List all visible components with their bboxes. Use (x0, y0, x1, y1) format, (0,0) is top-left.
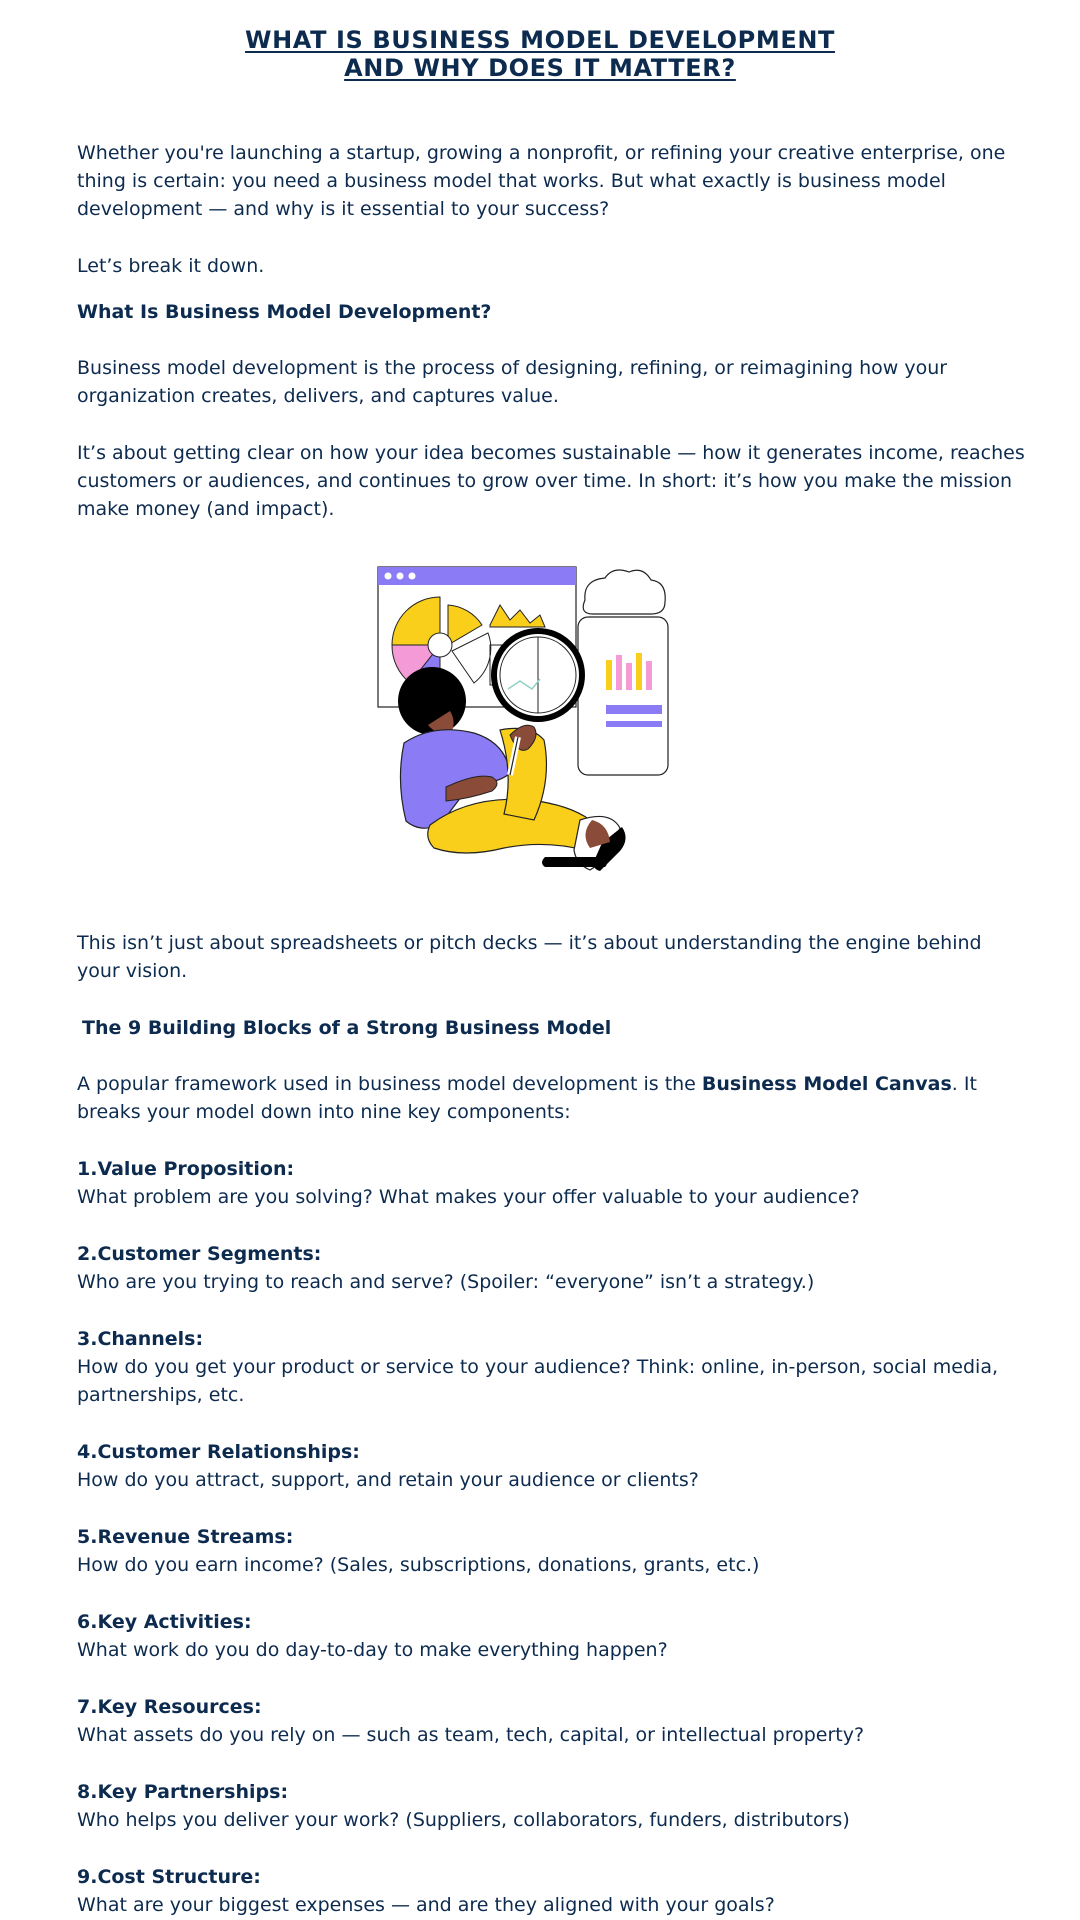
section-heading-what-is (77, 298, 1027, 326)
sustainability-paragraph (77, 439, 1027, 523)
building-block-5 (77, 1523, 1027, 1579)
definition-text: Business model development is the process of designing, refining, or reimagining how your organization creates, delivers, and captures value. (77, 357, 948, 407)
vision-paragraph (77, 929, 1027, 985)
panel-bar-2 (606, 721, 662, 727)
section-heading-what-is-text: What Is Business Model Development? (77, 301, 492, 323)
canvas-intro-text (77, 1070, 1027, 1126)
building-block-1 (77, 1155, 1027, 1211)
canvas-intro-bold: Business Model Canvas (701, 1073, 952, 1095)
canvas-intro-after: . It breaks your model down into nine key components: (77, 1073, 977, 1123)
building-block-7 (77, 1693, 1027, 1749)
breakdown-line (77, 252, 1027, 280)
building-block-text: Who are you trying to reach and serve? (Spoiler: “everyone” isn’t a strategy.) (77, 1271, 815, 1293)
panel-bar-1 (606, 705, 662, 714)
vision-text: This isn’t just about spreadsheets or pitch decks — it’s about understanding the engine behind your vision. (77, 932, 982, 982)
window-titlebar (378, 567, 576, 585)
building-block-text: What work do you do day-to-day to make everything happen? (77, 1639, 668, 1661)
mobile-panel (578, 617, 668, 775)
building-block-text: How do you get your product or service to your audience? Think: online, in-person, social media, partnerships, etc. (77, 1356, 999, 1406)
breakdown-text: Let’s break it down. (77, 255, 265, 277)
building-block-4 (77, 1438, 1027, 1494)
page-title-line-2: AND WHY DOES IT MATTER? (344, 54, 736, 82)
section-heading-building-blocks-text: The 9 Building Blocks of a Strong Business Model (82, 1017, 612, 1039)
section-heading-building-blocks (82, 1014, 1032, 1042)
building-block-text: What are your biggest expenses — and are they aligned with your goals? (77, 1894, 775, 1916)
building-block-title: 4.Customer Relationships: (77, 1441, 360, 1463)
building-block-3 (77, 1325, 1027, 1409)
canvas-intro-before: A popular framework used in business model development is the (77, 1073, 702, 1095)
building-block-text: Who helps you deliver your work? (Suppliers, collaborators, funders, distributors) (77, 1809, 850, 1831)
building-block-title: 8.Key Partnerships: (77, 1781, 289, 1803)
building-block-title: 3.Channels: (77, 1328, 204, 1350)
business-analysis-illustration (370, 565, 690, 885)
page-title (0, 26, 1080, 82)
definition-paragraph (77, 354, 1027, 410)
building-block-text: How do you earn income? (Sales, subscriptions, donations, grants, etc.) (77, 1554, 760, 1576)
building-block-title: 6.Key Activities: (77, 1611, 252, 1633)
building-block-text: What assets do you rely on — such as team, tech, capital, or intellectual property? (77, 1724, 865, 1746)
canvas-intro-paragraph (77, 1070, 1027, 1126)
building-block-text: How do you attract, support, and retain your audience or clients? (77, 1469, 699, 1491)
page-title-line-1: WHAT IS BUSINESS MODEL DEVELOPMENT (245, 26, 835, 54)
building-block-title: 2.Customer Segments: (77, 1243, 322, 1265)
building-block-title: 1.Value Proposition: (77, 1158, 295, 1180)
building-block-2 (77, 1240, 1027, 1296)
cloud-icon (583, 570, 665, 614)
building-block-text: What problem are you solving? What makes your offer valuable to your audience? (77, 1186, 860, 1208)
building-block-title: 9.Cost Structure: (77, 1866, 261, 1888)
intro-text: Whether you're launching a startup, growing a nonprofit, or refining your creative enterprise, one thing is certain: you need a business model that works. But what exactly is business model development — and why is it essential to your success? (77, 142, 1006, 220)
building-block-6 (77, 1608, 1027, 1664)
building-block-title: 5.Revenue Streams: (77, 1526, 294, 1548)
sustainability-text: It’s about getting clear on how your idea becomes sustainable — how it generates income, reaches customers or audiences, and continues to grow over time. In short: it’s how you make the mission make money (and impact). (77, 442, 1025, 520)
building-block-8 (77, 1778, 1027, 1834)
building-block-9 (77, 1863, 1027, 1919)
intro-paragraph (77, 139, 1027, 223)
building-block-title: 7.Key Resources: (77, 1696, 262, 1718)
person-shoe-left (542, 857, 607, 867)
